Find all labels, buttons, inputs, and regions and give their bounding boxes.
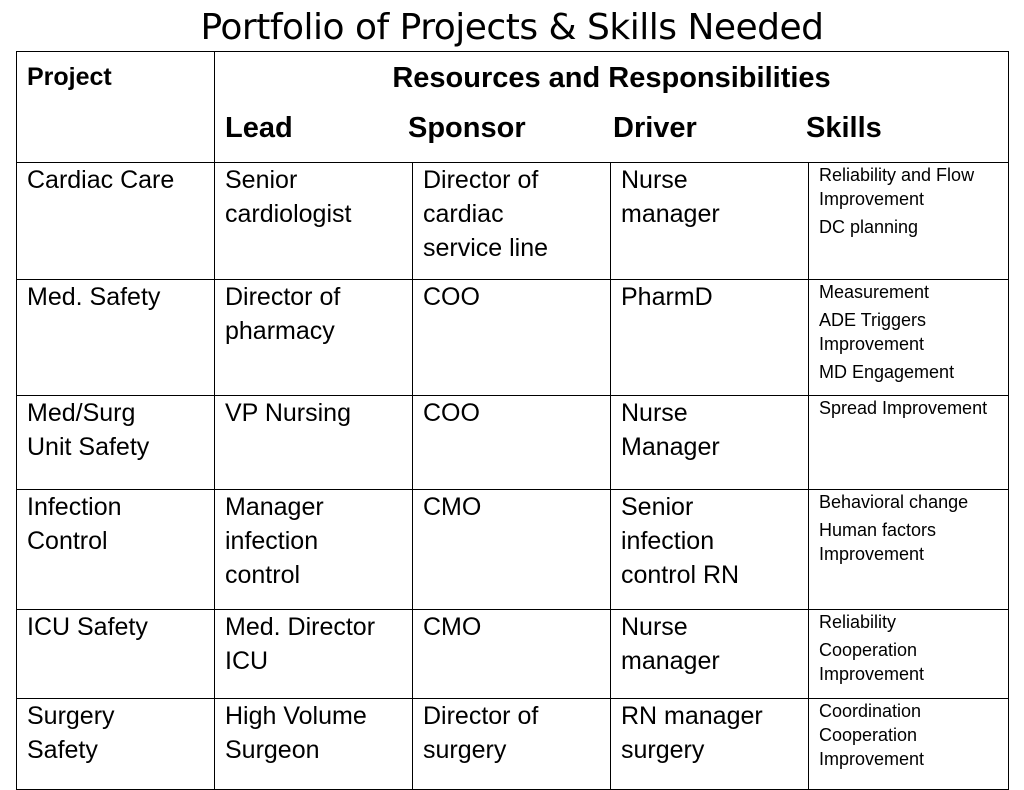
cell-lead [215, 163, 413, 280]
cell-line: infection [621, 527, 715, 555]
cell-project [17, 699, 215, 790]
cell-sponsor [413, 490, 611, 610]
table-row [17, 396, 1009, 490]
cell-line: manager [621, 200, 720, 228]
page-title: Portfolio of Projects & Skills Needed [200, 7, 824, 48]
cell-line: Med. Safety [27, 283, 161, 311]
cell-sponsor [413, 280, 611, 396]
cell-line: RN manager [621, 702, 763, 730]
cell-skills [809, 610, 1009, 699]
cell-lead [215, 610, 413, 699]
cell-project [17, 163, 215, 280]
cell-skills [809, 699, 1009, 790]
cell-skills [809, 396, 1009, 490]
cell-line: service line [423, 234, 549, 262]
cell-line: COO [423, 399, 480, 427]
cell-driver [611, 610, 809, 699]
header-resources-cell [215, 52, 1009, 163]
projects-table [16, 51, 1009, 790]
cell-project [17, 490, 215, 610]
table-row [17, 163, 1009, 280]
cell-skills [809, 280, 1009, 396]
skill-item: Behavioral change [819, 492, 969, 512]
cell-sponsor [413, 699, 611, 790]
skill-item: Reliability and Flow Improvement [819, 165, 975, 209]
cell-line: Surgeon [225, 736, 320, 764]
cell-line: Director of [225, 283, 341, 311]
cell-sponsor [413, 163, 611, 280]
header-skills: Skills [806, 112, 882, 144]
cell-lead [215, 396, 413, 490]
cell-skills [809, 163, 1009, 280]
cell-line: Infection [27, 493, 122, 521]
cell-line: infection [225, 527, 319, 555]
cell-line: CMO [423, 613, 482, 641]
cell-line: Med/Surg [27, 399, 136, 427]
cell-line: control [225, 561, 301, 589]
cell-line: Nurse [621, 399, 688, 427]
skill-item: Cooperation Improvement [819, 640, 925, 684]
table-row [17, 280, 1009, 396]
table-row [17, 699, 1009, 790]
cell-line: ICU [225, 647, 269, 675]
skill-item: ADE Triggers Improvement [819, 310, 927, 354]
cell-lead [215, 490, 413, 610]
cell-lead [215, 699, 413, 790]
skill-item: Spread Improvement [819, 398, 988, 418]
cell-line: Safety [27, 736, 98, 764]
cell-driver [611, 280, 809, 396]
cell-driver [611, 396, 809, 490]
cell-line: ICU Safety [27, 613, 148, 641]
cell-sponsor [413, 396, 611, 490]
header-driver: Driver [613, 112, 697, 144]
cell-driver [611, 490, 809, 610]
cell-line: High Volume [225, 702, 367, 730]
cell-driver [611, 163, 809, 280]
skill-item: Measurement [819, 282, 930, 302]
cell-line: Control [27, 527, 108, 555]
cell-line: cardiac [423, 200, 504, 228]
cell-line: surgery [423, 736, 507, 764]
table-row [17, 490, 1009, 610]
skill-item: Coordination Cooperation Improvement [819, 701, 925, 769]
table-header-row [17, 52, 1009, 163]
cell-line: Manager [621, 433, 720, 461]
header-lead: Lead [225, 112, 293, 144]
cell-line: PharmD [621, 283, 713, 311]
cell-line: surgery [621, 736, 705, 764]
cell-line: COO [423, 283, 480, 311]
cell-driver [611, 699, 809, 790]
cell-project [17, 396, 215, 490]
cell-skills [809, 490, 1009, 610]
cell-line: Surgery [27, 702, 115, 730]
skill-item: Human factors Improvement [819, 520, 937, 564]
cell-line: Nurse [621, 613, 688, 641]
cell-line: Director of [423, 702, 539, 730]
cell-line: CMO [423, 493, 482, 521]
cell-line: Cardiac Care [27, 166, 175, 194]
table-row [17, 610, 1009, 699]
skill-item: Reliability [819, 612, 897, 632]
cell-line: cardiologist [225, 200, 352, 228]
cell-line: pharmacy [225, 317, 335, 345]
header-resources: Resources and Responsibilities [392, 62, 831, 94]
cell-line: Unit Safety [27, 433, 150, 461]
cell-line: Senior [621, 493, 694, 521]
cell-sponsor [413, 610, 611, 699]
skill-item: MD Engagement [819, 362, 955, 382]
cell-line: Director of [423, 166, 539, 194]
cell-line: manager [621, 647, 720, 675]
cell-line: Nurse [621, 166, 688, 194]
cell-line: Med. Director [225, 613, 376, 641]
cell-project [17, 280, 215, 396]
header-sponsor: Sponsor [408, 112, 526, 144]
skill-item: DC planning [819, 217, 919, 237]
header-project: Project [17, 52, 215, 163]
cell-line: Senior [225, 166, 298, 194]
cell-line: Manager [225, 493, 324, 521]
cell-line: VP Nursing [225, 399, 351, 427]
cell-lead [215, 280, 413, 396]
cell-project [17, 610, 215, 699]
cell-line: control RN [621, 561, 740, 589]
